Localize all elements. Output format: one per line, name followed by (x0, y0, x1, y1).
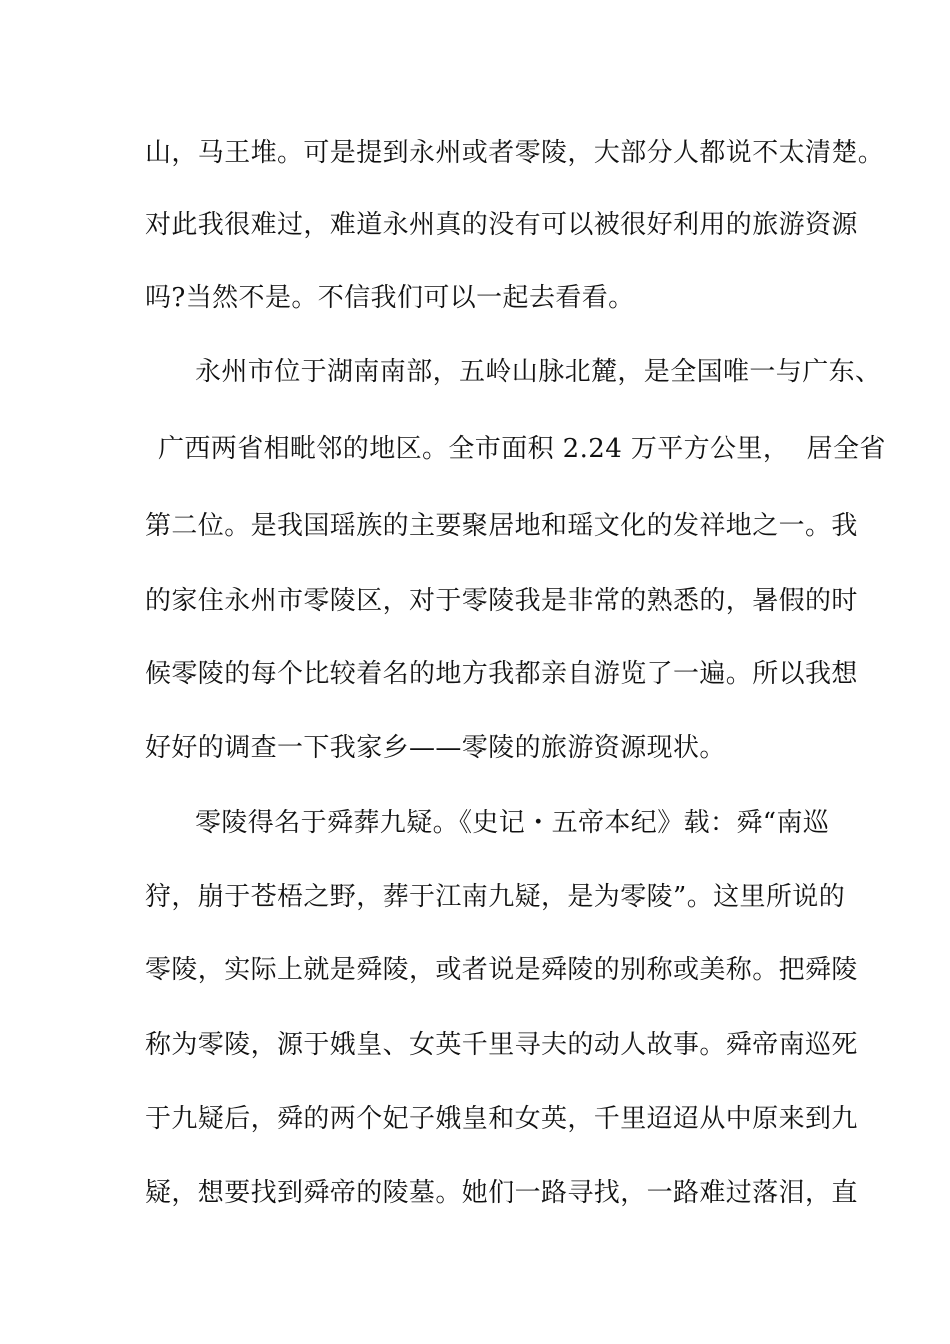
text-line: 吗?当然不是。不信我们可以一起去看看。 (145, 283, 635, 313)
text-line: 称为零陵，源于娥皇、女英千里寻夫的动人故事。舜帝南巡死 (145, 1030, 858, 1060)
text-line: 对此我很难过，难道永州真的没有可以被很好利用的旅游资源 (145, 210, 858, 240)
text-line: 零陵，实际上就是舜陵，或者说是舜陵的别称或美称。把舜陵 (145, 955, 858, 985)
text-line: 广西两省相毗邻的地区。全市面积 2.24 万平方公里， 居全省 (158, 434, 886, 464)
text-line: 好好的调查一下我家乡——零陵的旅游资源现状。 (145, 733, 726, 763)
text-line: 于九疑后，舜的两个妃子娥皇和女英，千里迢迢从中原来到九 (145, 1104, 858, 1134)
text-line: 第二位。是我国瑶族的主要聚居地和瑶文化的发祥地之一。我 (145, 511, 858, 541)
paragraph-first-line: 永州市位于湖南南部，五岭山脉北麓，是全国唯一与广东、 (195, 357, 882, 387)
text-line: 狩，崩于苍梧之野，葬于江南九疑，是为零陵”。这里所说的 (145, 882, 846, 912)
text-line: 疑，想要找到舜帝的陵墓。她们一路寻找，一路难过落泪，直 (145, 1178, 858, 1208)
text-line: 候零陵的每个比较着名的地方我都亲自游览了一遍。所以我想 (145, 659, 858, 689)
text-line: 山，马王堆。可是提到永州或者零陵，大部分人都说不太清楚。 (145, 138, 885, 168)
text-line: 的家住永州市零陵区，对于零陵我是非常的熟悉的，暑假的时 (145, 586, 858, 616)
paragraph-first-line: 零陵得名于舜葬九疑。《史记・五帝本纪》载：舜“南巡 (195, 808, 830, 838)
